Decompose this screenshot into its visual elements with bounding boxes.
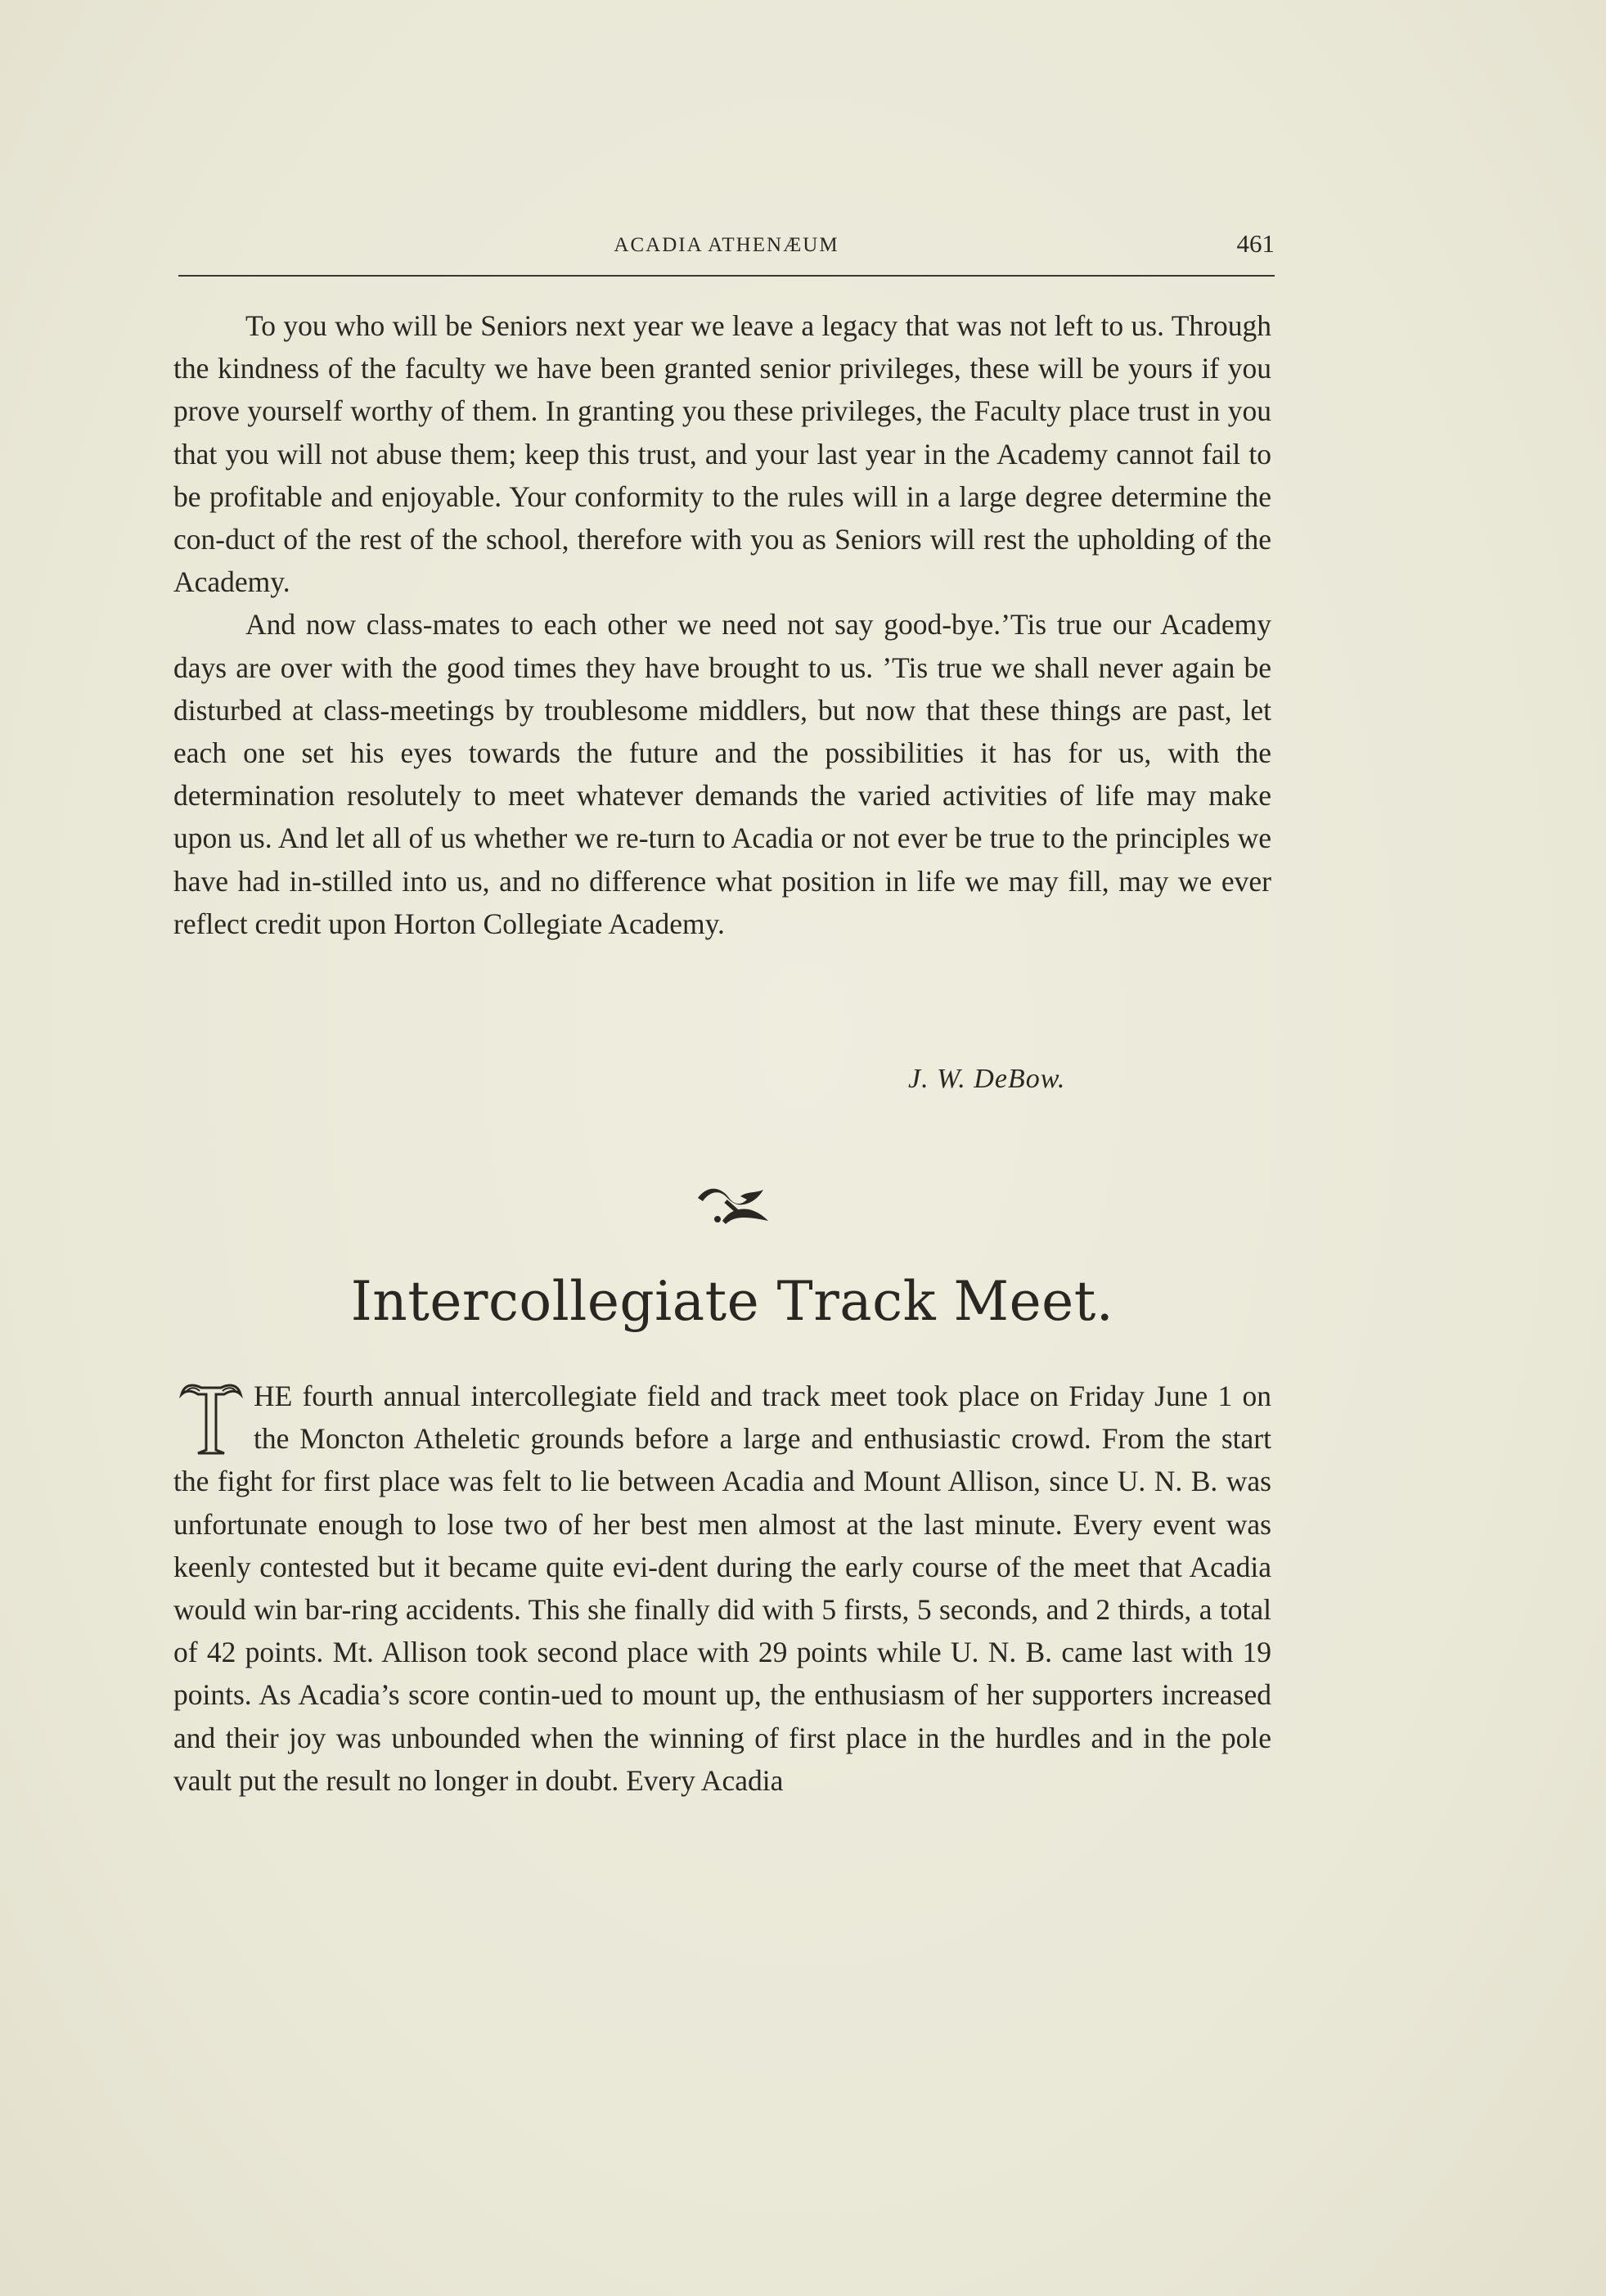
article-title: Intercollegiate Track Meet. [350, 1270, 1114, 1333]
fleuron-ornament-icon [693, 1177, 772, 1226]
legacy-paragraph-2: And now class-mates to each other we need not say good-bye.’Tis true our Academy days are over with the good times they have brought to us. ’Tis true we shall never again be disturbed at class-meetings by troublesome middlers, but now that these things are past, let each one set his eyes towards the future and the possibilities it has for us, with the determination resolutely to meet whatever demands the varied activities of life may make upon us. And let all of us whether we re-turn to Acadia or not ever be true to the principles we have had in-stilled into us, and no difference what position in life we may fill, may we ever reflect credit upon Horton Collegiate Academy. [173, 608, 1271, 940]
drop-cap [177, 1380, 245, 1458]
track-meet-section [173, 1375, 1271, 1802]
running-title: ACADIA ATHENÆUM [614, 234, 839, 256]
legacy-section [173, 304, 1271, 945]
track-meet-paragraph: HE fourth annual intercollegiate field and track meet took place on Friday June 1 on the Moncton Atheletic grounds before a large and enthusiastic crowd. From the start the fight for first place was felt to lie between Acadia and Mount Allison, since U. N. B. was unfortunate enough to lose two of her best men almost at the last minute. Every event was keenly contested but it became quite evi-dent during the early course of the meet that Acadia would win bar-ring accidents. This she finally did with 5 firsts, 5 seconds, and 2 thirds, a total of 42 points. Mt. Allison took second place with 29 points while U. N. B. came last with 19 points. As Acadia’s score contin-ued to mount up, the enthusiasm of her supporters increased and their joy was unbounded when the winning of first place in the hurdles and in the pole vault put the result no longer in doubt. Every Acadia [173, 1380, 1271, 1797]
signature: J. W. DeBow. [908, 1064, 1066, 1094]
header-rule [178, 275, 1275, 277]
legacy-paragraph-1: To you who will be Seniors next year we leave a legacy that was not left to us. Through the kindness of the faculty we have been granted senior privileges, these will be yours if you prove yourself worthy of them. In granting you these privileges, the Faculty place trust in you that you will not abuse them; keep this trust, and your last year in the Academy cannot fail to be profitable and enjoyable. Your conformity to the rules will in a large degree determine the con-duct of the rest of the school, therefore with you as Seniors will rest the upholding of the Academy. [173, 309, 1271, 599]
running-head [178, 229, 1275, 267]
drop-cap-letter [177, 1383, 245, 1461]
page-number: 461 [1236, 229, 1275, 258]
